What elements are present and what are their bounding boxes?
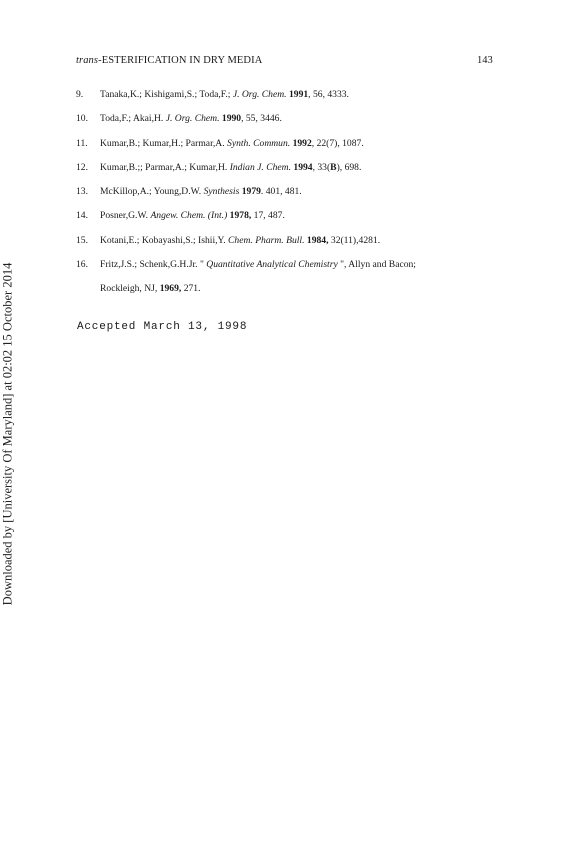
reference-year: 1990 <box>221 113 242 125</box>
reference-journal: Angew. Chem. (Int.) <box>150 210 228 222</box>
reference-number: 12. <box>76 161 88 173</box>
reference-number: 10. <box>76 113 88 125</box>
reference-journal: J. Org. Chem. <box>165 113 220 125</box>
reference-item <box>76 186 516 198</box>
reference-series: B <box>330 161 337 173</box>
reference-authors: Kotani,E.; Kobayashi,S.; Ishii,Y. <box>100 234 226 246</box>
reference-details: , 33( <box>312 161 331 173</box>
reference-authors: Tanaka,K.; Kishigami,S.; Toda,F.; <box>100 89 231 100</box>
reference-details: 17, 487. <box>251 210 285 222</box>
reference-details: , 55, 3446. <box>241 113 282 125</box>
reference-list <box>76 89 516 307</box>
reference-number: 9. <box>76 89 84 100</box>
reference-details: 32(11),4281. <box>328 234 381 246</box>
reference-year: 1978, <box>229 210 252 222</box>
reference-book-title: Quantitative Analytical Chemistry <box>206 259 338 271</box>
header-title-rest: -ESTERIFICATION IN DRY MEDIA <box>98 55 263 66</box>
reference-details: , 56, 4333. <box>308 89 349 100</box>
reference-text <box>100 113 516 125</box>
reference-details: 271. <box>181 283 201 295</box>
reference-number: 13. <box>76 186 88 198</box>
reference-authors: McKillop,A.; Young,D.W. <box>100 186 202 198</box>
reference-number: 15. <box>76 234 88 246</box>
reference-year: 1979 <box>241 186 261 198</box>
reference-text <box>100 235 516 247</box>
reference-location: Rockleigh, NJ, <box>100 283 160 295</box>
reference-text <box>100 138 516 150</box>
page-number: 143 <box>477 55 493 66</box>
reference-item <box>76 138 516 150</box>
reference-journal: Chem. Pharm. Bull. <box>228 234 305 246</box>
reference-authors: Toda,F.; Akai,H. <box>100 113 164 125</box>
header-title-italic: trans <box>76 55 99 66</box>
reference-authors: Kumar,B.; Kumar,H.; Parmar,A. <box>100 137 225 149</box>
reference-item <box>76 113 516 125</box>
reference-year: 1984, <box>306 234 329 246</box>
reference-number: 16. <box>76 259 88 271</box>
reference-year: 1991 <box>288 89 309 100</box>
reference-text <box>100 162 516 174</box>
reference-continuation <box>100 283 516 295</box>
reference-item <box>76 259 516 295</box>
reference-publisher: ", Allyn and Bacon; <box>337 259 416 271</box>
reference-authors: Posner,G.W. <box>100 210 149 222</box>
reference-journal: Synthesis <box>203 186 240 198</box>
reference-text <box>100 89 516 101</box>
reference-item <box>76 162 516 174</box>
header-title <box>76 55 262 66</box>
reference-text <box>100 259 516 295</box>
reference-journal: J. Org. Chem. <box>232 89 287 100</box>
watermark-text: Downloaded by [University Of Maryland] at 02:02 15 October 2014 <box>0 262 15 606</box>
reference-authors: Kumar,B.;; Parmar,A.; Kumar,H. <box>100 161 228 173</box>
reference-year: 1969, <box>159 283 182 295</box>
reference-text <box>100 186 516 198</box>
reference-journal: Indian J. Chem. <box>229 161 291 173</box>
reference-number: 11. <box>76 137 88 149</box>
reference-item <box>76 235 516 247</box>
reference-number: 14. <box>76 210 88 222</box>
reference-year: 1992 <box>292 137 312 149</box>
reference-item <box>76 210 516 222</box>
reference-authors: Fritz,J.S.; Schenk,G.H.Jr. " <box>100 259 204 271</box>
reference-details: . 401, 481. <box>260 186 302 198</box>
reference-journal: Synth. Commun. <box>227 137 291 149</box>
accepted-date: Accepted March 13, 1998 <box>77 321 248 333</box>
reference-details: , 22(7), 1087. <box>311 137 364 149</box>
reference-year: 1994 <box>293 161 313 173</box>
reference-details-end: ), 698. <box>336 161 362 173</box>
reference-item <box>76 89 516 101</box>
reference-text <box>100 210 516 222</box>
